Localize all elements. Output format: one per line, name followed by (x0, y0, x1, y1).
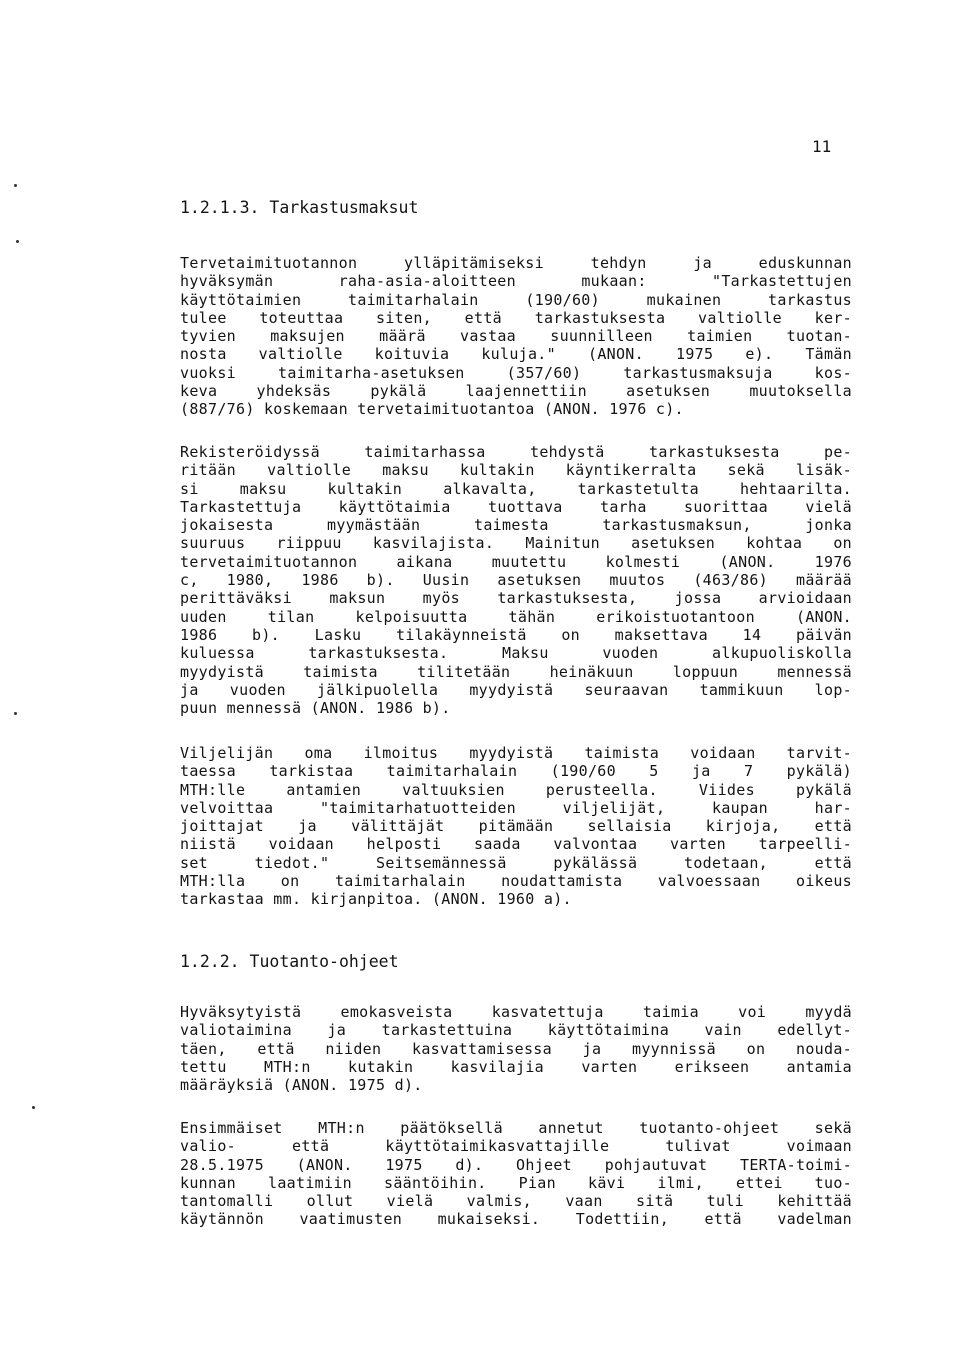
text-line: si maksu kultakin alkavalta, tarkastetulta hehtaarilta. (180, 479, 852, 498)
paragraph-1 (180, 254, 852, 419)
text-line: valio- että käyttötaimikasvattajille tulivat voimaan (180, 1137, 852, 1156)
text-line: Hyväksytyistä emokasveista kasvatettuja taimia voi myydä (180, 1003, 852, 1021)
text-line: jokaisesta myymästään taimesta tarkastusmaksun, jonka (180, 516, 852, 535)
text-line: Tervetaimituotannon ylläpitämiseksi tehdyn ja eduskunnan (180, 254, 852, 272)
text-line: MTH:lle antamien valtuuksien perusteella. Viides pykälä (180, 780, 852, 799)
text-line: hyväksymän raha-asia-aloitteen mukaan: "Tarkastettujen (180, 272, 852, 291)
page-number: 11 (812, 137, 832, 156)
text-line: 28.5.1975 (ANON. 1975 d). Ohjeet pohjautuvat TERTA-toimi- (180, 1155, 852, 1174)
text-line: MTH:lla on taimitarhalain noudattamista valvoessaan oikeus (180, 872, 852, 891)
text-line: niistä voidaan helposti saada valvontaa varten tarpeelli- (180, 835, 852, 854)
text-line: keva yhdeksäs pykälä laajennettiin asetuksen muutoksella (180, 382, 852, 401)
text-line: täen, että niiden kasvattamisessa ja myynnissä on nouda- (180, 1039, 852, 1058)
text-line: käytännön vaatimusten mukaiseksi. Todettiin, että vadelman (180, 1210, 852, 1229)
text-line: valiotaimina ja tarkastettuina käyttötaimina vain edellyt- (180, 1021, 852, 1040)
text-line: kuluessa tarkastuksesta. Maksu vuoden alkupuoliskolla (180, 644, 852, 663)
scan-speck (32, 1106, 35, 1109)
text-line: nosta valtiolle koituvia kuluja." (ANON. 1975 e). Tämän (180, 345, 852, 364)
text-line: (887/76) koskemaan tervetaimituotantoa (ANON. 1976 c). (180, 400, 684, 419)
text-line: set tiedot." Seitsemännessä pykälässä todetaan, että (180, 853, 852, 872)
paragraph-5 (180, 1119, 852, 1229)
text-line: ja vuoden jälkipuolella myydyistä seuraavan tammikuun lop- (180, 680, 852, 699)
text-line: suuruus riippuu kasvilajista. Mainitun asetuksen kohtaa on (180, 534, 852, 553)
text-line: joittajat ja välittäjät pitämään sellaisia kirjoja, että (180, 817, 852, 836)
text-line: uuden tilan kelpoisuutta tähän erikoistuotantoon (ANON. (180, 607, 852, 626)
text-line: tulee toteuttaa siten, että tarkastuksesta valtiolle ker- (180, 308, 852, 327)
text-line: ritään valtiolle maksu kultakin käyntikerralta sekä lisäk- (180, 461, 852, 480)
text-line: tantomalli ollut vielä valmis, vaan sitä tuli kehittää (180, 1192, 852, 1211)
text-line: Tarkastettuja käyttötaimia tuottava tarha suorittaa vielä (180, 497, 852, 516)
text-line: kunnan laatimiin sääntöihin. Pian kävi ilmi, ettei tuo- (180, 1173, 852, 1192)
text-line: tervetaimituotannon aikana muutettu kolmesti (ANON. 1976 (180, 552, 852, 571)
text-line: puun mennessä (ANON. 1986 b). (180, 699, 451, 718)
section-heading-tarkastusmaksut: 1.2.1.3. Tarkastusmaksut (180, 198, 419, 217)
text-line: tettu MTH:n kutakin kasvilajia varten erikseen antamia (180, 1057, 852, 1076)
scan-speck (16, 240, 19, 243)
text-line: Ensimmäiset MTH:n päätöksellä annetut tuotanto-ohjeet sekä (180, 1119, 852, 1137)
text-line: Viljelijän oma ilmoitus myydyistä taimista voidaan tarvit- (180, 744, 852, 762)
text-line: myydyistä taimista tilitetään heinäkuun loppuun mennessä (180, 662, 852, 681)
text-line: 1986 b). Lasku tilakäynneistä on maksettava 14 päivän (180, 625, 852, 644)
scan-speck (14, 712, 17, 715)
text-line: määräyksiä (ANON. 1975 d). (180, 1076, 423, 1095)
scan-speck (14, 184, 17, 187)
paragraph-2 (180, 443, 852, 717)
text-line: taessa tarkistaa taimitarhalain (190/60 5 ja 7 pykälä) (180, 762, 852, 781)
text-line: Rekisteröidyssä taimitarhassa tehdystä tarkastuksesta pe- (180, 443, 852, 461)
text-line: käyttötaimien taimitarhalain (190/60) mukainen tarkastus (180, 290, 852, 309)
section-heading-tuotanto-ohjeet: 1.2.2. Tuotanto-ohjeet (180, 952, 399, 971)
text-line: perittäväksi maksun myös tarkastuksesta, jossa arvioidaan (180, 589, 852, 608)
text-line: tyvien maksujen määrä vastaa suunnilleen taimien tuotan- (180, 327, 852, 346)
text-line: vuoksi taimitarha-asetuksen (357/60) tarkastusmaksuja kos- (180, 363, 852, 382)
paragraph-3 (180, 744, 852, 909)
text-line: velvoittaa "taimitarhatuotteiden viljelijät, kaupan har- (180, 798, 852, 817)
paragraph-4 (180, 1003, 852, 1094)
text-line: tarkastaa mm. kirjanpitoa. (ANON. 1960 a). (180, 890, 572, 909)
text-line: c, 1980, 1986 b). Uusin asetuksen muutos (463/86) määrää (180, 571, 852, 590)
